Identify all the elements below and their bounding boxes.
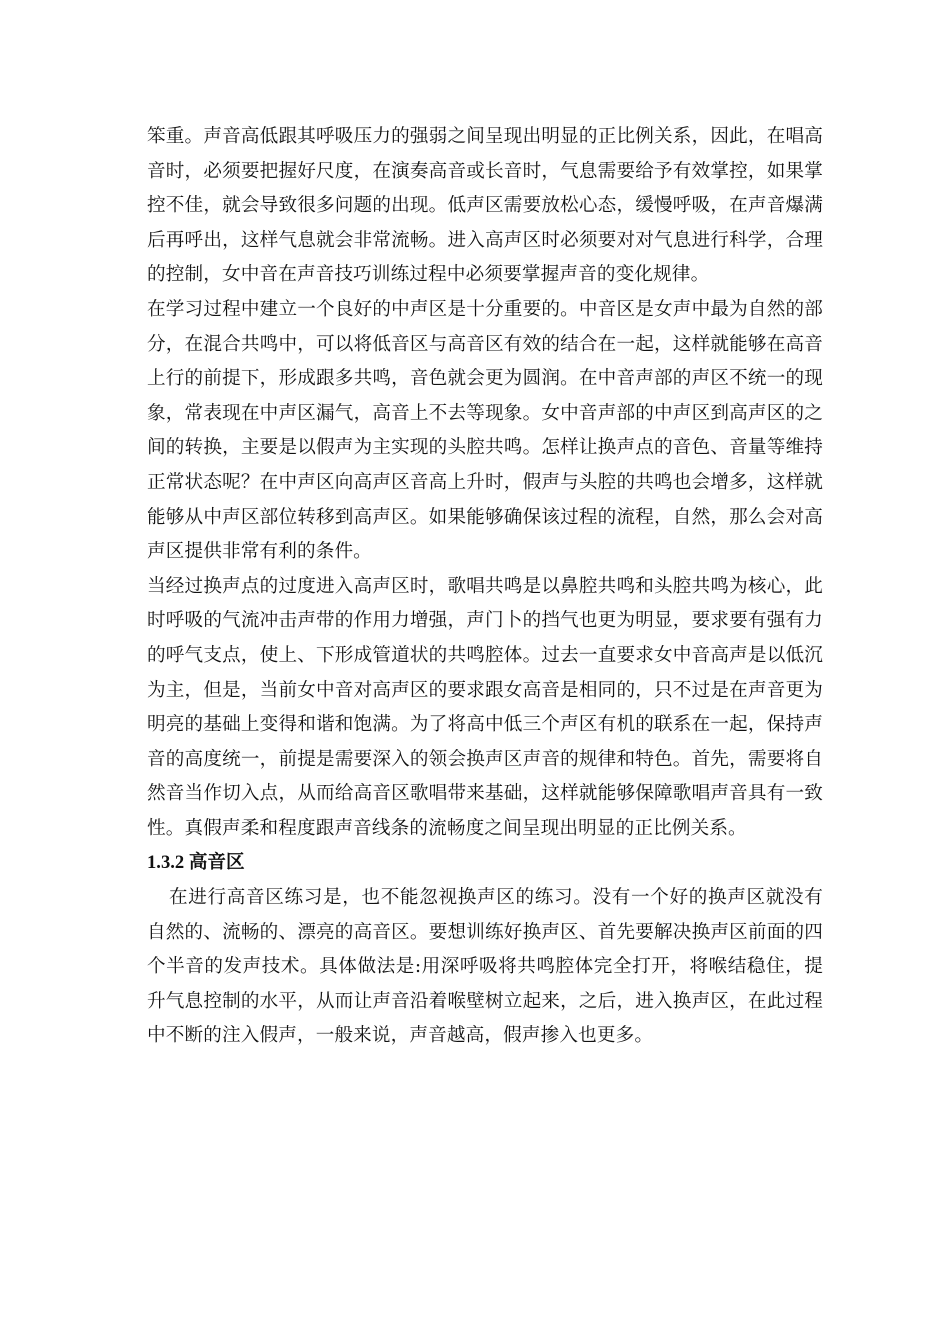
body-paragraph-2: 在学习过程中建立一个良好的中声区是十分重要的。中音区是女声中最为自然的部分，在混合共鸣中，可以将低音区与高音区有效的结合在一起，这样就能够在高音上行的前提下，形成跟多共鸣，音色就会更为圆润。在中音声部的声区不统一的现象，常表现在中声区漏气，高音上不去等现象。女中音声部的中声区到高声区的之间的转换，主要是以假声为主实现的头腔共鸣。怎样让换声点的音色、音量等维持正常状态呢？在中声区向高声区音高上升时，假声与头腔的共鸣也会增多，这样就能够从中声区部位转移到高声区。如果能够确保该过程的流程，自然，那么会对高声区提供非常有利的条件。 xyxy=(147,298,823,563)
body-paragraph-1: 笨重。声音高低跟其呼吸压力的强弱之间呈现出明显的正比例关系，因此，在唱高音时，必须要把握好尺度，在演奏高音或长音时，气息需要给予有效掌控，如果掌控不佳，就会导致很多问题的出现。低声区需要放松心态，缓慢呼吸，在声音爆满后再呼出，这样气息就会非常流畅。进入高声区时必须要对对气息进行科学，合理的控制，女中音在声音技巧训练过程中必须要掌握声音的变化规律。 xyxy=(147,126,823,286)
document-body xyxy=(147,120,823,1054)
body-paragraph-3: 当经过换声点的过度进入高声区时，歌唱共鸣是以鼻腔共鸣和头腔共鸣为核心，此时呼吸的气流冲击声带的作用力增强，声门卜的挡气也更为明显，要求要有强有力的呼气支点，使上、下形成管道状的共鸣腔体。过去一直要求女中音高声是以低沉为主，但是，当前女中音对高声区的要求跟女高音是相同的，只不过是在声音更为明亮的基础上变得和谐和饱满。为了将高中低三个声区有机的联系在一起，保持声音的高度统一，前提是需要深入的领会换声区声音的规律和特色。首先，需要将自然音当作切入点，从而给高音区歌唱带来基础，这样就能够保障歌唱声音具有一致性。真假声柔和程度跟声音线条的流畅度之间呈现出明显的正比例关系。 xyxy=(147,575,823,839)
section-paragraph: 在进行高音区练习是，也不能忽视换声区的练习。没有一个好的换声区就没有自然的、流畅的、漂亮的高音区。要想训练好换声区、首先要解决换声区前面的四个半音的发声技术。具体做法是:用深呼吸将共鸣腔体完全打开，将喉结稳住，提升气息控制的水平，从而让声音沿着喉壁树立起来，之后，进入换声区，在此过程中不断的注入假声，一般来说，声音越高，假声掺入也更多。 xyxy=(147,887,823,1047)
section-heading: 1.3.2 高音区 xyxy=(147,852,245,874)
